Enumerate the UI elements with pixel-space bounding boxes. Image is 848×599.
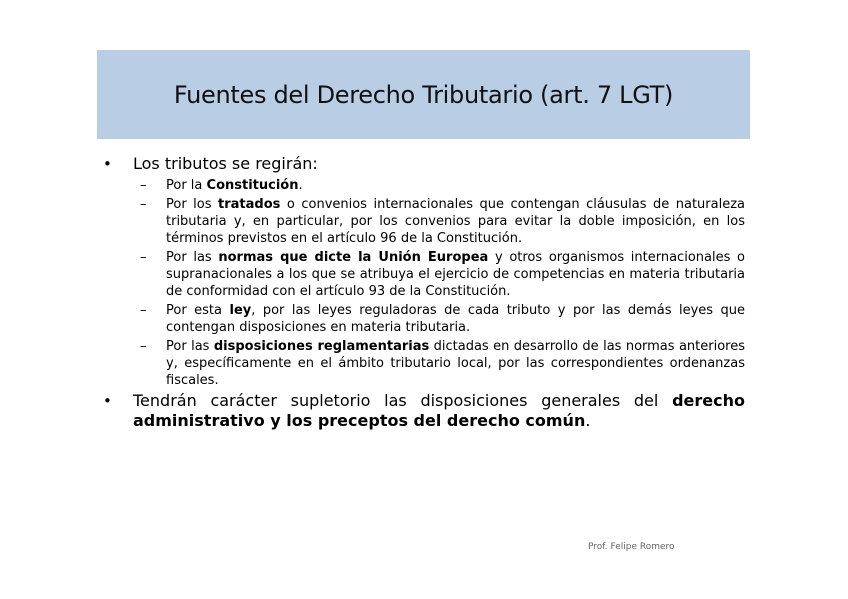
sub-item-post: y otros organismos internacionales o supranacionales a los que se atribuya el ejercicio de competencias en materia tributaria de conformidad con el artículo 93 de la Constitución.: [166, 250, 745, 299]
sub-item-bold: disposiciones reglamentarias: [213, 339, 430, 354]
bullet-text-post: .: [585, 411, 591, 430]
sub-item: [100, 177, 745, 194]
sub-list: [100, 177, 745, 389]
sub-item-pre: Por la: [166, 178, 207, 193]
sub-item-post: o convenios internacionales que contengan cláusulas de naturaleza tributaria y, en particular, por los convenios para evitar la doble imposición, en los términos previstos en el artículo 96 de la Constitución.: [166, 197, 745, 246]
sub-item: [100, 302, 745, 336]
bullet-icon: •: [103, 155, 112, 173]
bullet-text: Los tributos se regirán:: [133, 154, 318, 173]
sub-item: [100, 196, 745, 247]
title-banner: [97, 50, 750, 139]
bullet-text-bold: derecho administrativo y los preceptos del derecho común: [133, 391, 745, 430]
sub-item-post: .: [298, 178, 303, 193]
dash-icon: –: [140, 303, 147, 318]
dash-icon: –: [140, 197, 147, 212]
sub-item: [100, 338, 745, 389]
dash-icon: –: [140, 250, 147, 265]
sub-item-bold: Constitución: [206, 178, 299, 193]
dash-icon: –: [140, 339, 147, 354]
sub-item-pre: Por esta: [166, 303, 230, 318]
bullet-item: [100, 154, 745, 174]
sub-item: [100, 249, 745, 300]
bullet-icon: •: [103, 392, 112, 410]
bullet-item: [100, 391, 745, 431]
footer-author: Prof. Felipe Romero: [588, 542, 675, 552]
dash-icon: –: [140, 178, 147, 193]
sub-item-pre: Por las: [166, 339, 214, 354]
slide-content: [100, 154, 745, 431]
sub-item-bold: normas que dicte la Unión Europea: [218, 250, 489, 265]
sub-item-bold: ley: [229, 303, 252, 318]
slide-title: Fuentes del Derecho Tributario (art. 7 LGT): [173, 80, 674, 109]
sub-item-pre: Por los: [166, 197, 219, 212]
sub-item-bold: tratados: [218, 197, 281, 212]
bullet-text-pre: Tendrán carácter supletorio las disposiciones generales del: [133, 391, 673, 410]
sub-item-post: , por las leyes reguladoras de cada tributo y por las demás leyes que contengan disposiciones en materia tributaria.: [166, 303, 746, 335]
sub-item-pre: Por las: [166, 250, 219, 265]
sub-item-post: dictadas en desarrollo de las normas anteriores y, específicamente en el ámbito tributario local, por las correspondientes ordenanzas fiscales.: [166, 339, 745, 388]
